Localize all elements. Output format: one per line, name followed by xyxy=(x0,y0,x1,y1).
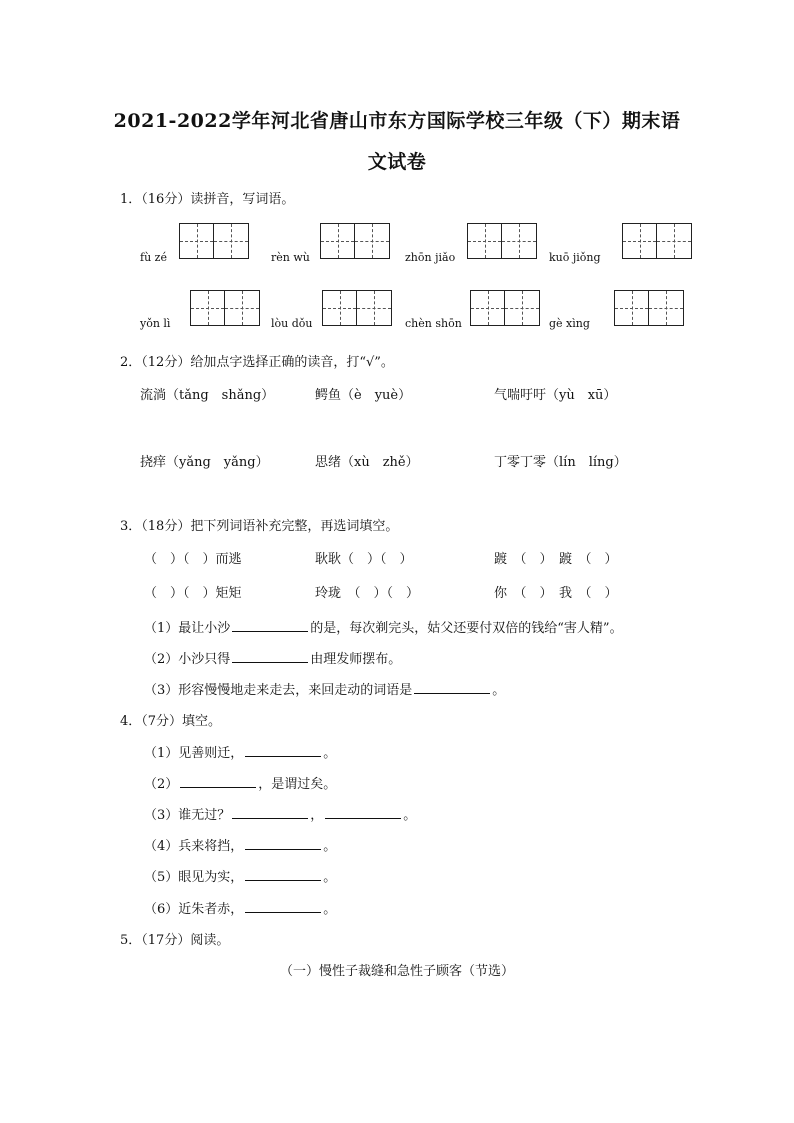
q3-word[interactable]: 踱 （ ） 踱 （ ） xyxy=(494,552,618,567)
q3-heading: 3．（18分）把下列词语补充完整，再选词填空。 xyxy=(120,519,399,534)
q3-word[interactable]: 耿耿（ ）（ ） xyxy=(315,552,413,567)
fill-blank[interactable] xyxy=(245,900,321,913)
answer-grid[interactable] xyxy=(320,223,390,259)
q3-word[interactable]: （ ）（ ）而逃 xyxy=(144,552,242,567)
answer-grid[interactable] xyxy=(467,223,537,259)
answer-grid[interactable] xyxy=(622,223,692,259)
q4-line-1: （1）见善则迁， 。 xyxy=(144,746,337,761)
fill-blank[interactable] xyxy=(245,837,321,850)
fill-blank[interactable] xyxy=(180,775,256,788)
page-title-line2: 文试卷 xyxy=(367,151,427,173)
page-title-line1: 2021-2022学年河北省唐山市东方国际学校三年级（下）期末语 xyxy=(113,110,681,132)
q2-item[interactable]: 气喘吁吁（yù xū） xyxy=(494,388,617,403)
pinyin-5: yǒn lì xyxy=(140,317,171,330)
q5-heading: 5．（17分）阅读。 xyxy=(120,933,230,948)
q3-sentence-1: （1）最让小沙 的是，每次剃完头，姑父还要付双倍的钱给“害人精”。 xyxy=(144,621,623,636)
fill-blank[interactable] xyxy=(232,806,308,819)
q4-line-3: （3）谁无过？ ， 。 xyxy=(144,808,417,823)
q2-heading: 2．（12分）给加点字选择正确的读音，打“√”。 xyxy=(120,355,394,370)
answer-grid[interactable] xyxy=(470,290,540,326)
q2-item[interactable]: 鳄鱼（è yuè） xyxy=(315,388,412,403)
pinyin-1: fù zé xyxy=(140,251,167,264)
pinyin-8: gè xìng xyxy=(549,317,590,330)
pinyin-4: kuō jiǒng xyxy=(549,251,601,264)
fill-blank[interactable] xyxy=(414,681,490,694)
pinyin-7: chèn shōn xyxy=(405,317,462,330)
q2-item[interactable]: 流淌（tǎng shǎng） xyxy=(140,388,275,403)
reading-subtitle: （一）慢性子裁缝和急性子顾客（节选） xyxy=(279,964,514,979)
q4-heading: 4．（7分）填空。 xyxy=(120,714,222,729)
q4-line-5: （5）眼见为实， 。 xyxy=(144,870,337,885)
fill-blank[interactable] xyxy=(232,650,308,663)
fill-blank[interactable] xyxy=(232,619,308,632)
fill-blank[interactable] xyxy=(245,868,321,881)
q3-word[interactable]: （ ）（ ）矩矩 xyxy=(144,586,242,601)
answer-grid[interactable] xyxy=(322,290,392,326)
q3-word[interactable]: 你 （ ） 我 （ ） xyxy=(494,586,618,601)
fill-blank[interactable] xyxy=(325,806,401,819)
q4-line-4: （4）兵来将挡， 。 xyxy=(144,839,337,854)
q2-item[interactable]: 思绪（xù zhě） xyxy=(315,455,419,470)
q3-sentence-3: （3）形容慢慢地走来走去，来回走动的词语是 。 xyxy=(144,683,506,698)
q3-sentence-2: （2）小沙只得 由理发师摆布。 xyxy=(144,652,402,667)
q2-item[interactable]: 丁零丁零（lín líng） xyxy=(494,455,627,470)
pinyin-3: zhōn jiǎo xyxy=(405,251,456,264)
q2-item[interactable]: 挠痒（yǎng yǎng） xyxy=(140,455,269,470)
q4-line-6: （6）近朱者赤， 。 xyxy=(144,902,337,917)
q1-heading: 1．（16分）读拼音，写词语。 xyxy=(120,192,295,207)
answer-grid[interactable] xyxy=(614,290,684,326)
answer-grid[interactable] xyxy=(190,290,260,326)
pinyin-2: rèn wù xyxy=(271,251,310,264)
pinyin-6: lòu dǒu xyxy=(271,317,313,330)
q3-word[interactable]: 玲珑 （ ）（ ） xyxy=(315,586,420,601)
q4-line-2: （2） ，是谓过矣。 xyxy=(144,777,337,792)
fill-blank[interactable] xyxy=(245,744,321,757)
answer-grid[interactable] xyxy=(179,223,249,259)
